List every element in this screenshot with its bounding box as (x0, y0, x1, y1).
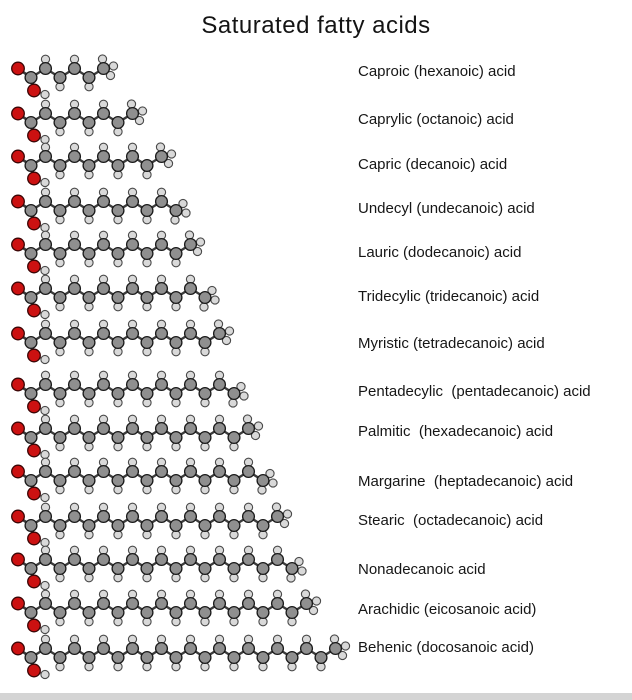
oxygen-atom (12, 422, 25, 435)
carbon-atom (170, 652, 182, 664)
hydrogen-atom (243, 415, 251, 423)
oxygen-atom (12, 465, 25, 478)
carbon-atom (25, 607, 37, 619)
carbon-atom (40, 283, 52, 295)
carbon-atom (141, 607, 153, 619)
carbon-atom (170, 388, 182, 400)
carbon-atom (141, 337, 153, 349)
carbon-atom (98, 108, 110, 120)
oxygen-atom (12, 642, 25, 655)
oxygen-atom (12, 150, 25, 163)
carbon-atom (54, 72, 66, 84)
carbon-atom (54, 607, 66, 619)
molecule-label: Lauric (dodecanoic) acid (358, 244, 522, 261)
carbon-atom (69, 379, 81, 391)
carbon-atom (40, 196, 52, 208)
carbon-atom (315, 652, 327, 664)
hydrogen-atom (196, 238, 204, 246)
carbon-atom (98, 328, 110, 340)
hydrogen-atom (41, 670, 49, 678)
carbon-atom (170, 563, 182, 575)
molecule-label: Stearic (octadecanoic) acid (358, 512, 544, 529)
carbon-atom (83, 72, 95, 84)
carbon-atom (112, 160, 124, 172)
molecule-label: Undecyl (undecanoic) acid (358, 200, 535, 217)
carbon-atom (69, 511, 81, 523)
carbon-atom (272, 554, 284, 566)
carbon-atom (25, 432, 37, 444)
carbon-atom (69, 151, 81, 163)
molecule-structure (0, 310, 238, 366)
oxygen-atom (12, 327, 25, 340)
carbon-atom (98, 554, 110, 566)
carbon-atom (98, 598, 110, 610)
carbon-atom (25, 117, 37, 129)
carbon-atom (185, 239, 197, 251)
carbon-atom (40, 63, 52, 75)
carbon-atom (228, 388, 240, 400)
carbon-atom (170, 520, 182, 532)
carbon-atom (156, 511, 168, 523)
hydrogen-atom (127, 100, 135, 108)
molecule-label: Palmitic (hexadecanoic) acid (358, 423, 554, 440)
carbon-atom (127, 554, 139, 566)
carbon-atom (25, 520, 37, 532)
carbon-atom (170, 205, 182, 217)
carbon-atom (54, 248, 66, 260)
carbon-atom (272, 598, 284, 610)
carbon-atom (228, 432, 240, 444)
hydrogen-atom (98, 55, 106, 63)
carbon-atom (214, 379, 226, 391)
carbon-atom (40, 108, 52, 120)
carbon-atom (98, 63, 110, 75)
carbon-atom (257, 520, 269, 532)
carbon-atom (272, 511, 284, 523)
carbon-atom (127, 423, 139, 435)
carbon-atom (25, 292, 37, 304)
carbon-atom (214, 554, 226, 566)
oxygen-atom (12, 597, 25, 610)
hydrogen-atom (341, 642, 349, 650)
carbon-atom (112, 432, 124, 444)
carbon-atom (83, 388, 95, 400)
carbon-atom (127, 239, 139, 251)
carbon-atom (170, 248, 182, 260)
carbon-atom (40, 554, 52, 566)
molecule-label: Nonadecanoic acid (358, 561, 486, 578)
carbon-atom (127, 151, 139, 163)
carbon-atom (199, 337, 211, 349)
molecule-label: Capric (decanoic) acid (358, 156, 508, 173)
carbon-atom (141, 563, 153, 575)
carbon-atom (25, 563, 37, 575)
carbon-atom (214, 423, 226, 435)
carbon-atom (54, 292, 66, 304)
carbon-atom (98, 466, 110, 478)
carbon-atom (25, 160, 37, 172)
carbon-atom (83, 337, 95, 349)
carbon-atom (141, 520, 153, 532)
carbon-atom (257, 475, 269, 487)
carbon-atom (141, 248, 153, 260)
carbon-atom (25, 388, 37, 400)
carbon-atom (156, 328, 168, 340)
carbon-atom (40, 511, 52, 523)
carbon-atom (112, 563, 124, 575)
carbon-atom (214, 643, 226, 655)
carbon-atom (170, 607, 182, 619)
carbon-atom (243, 423, 255, 435)
carbon-atom (243, 466, 255, 478)
carbon-atom (257, 563, 269, 575)
carbon-atom (112, 248, 124, 260)
carbon-atom (185, 643, 197, 655)
carbon-atom (83, 475, 95, 487)
oxygen-atom (12, 378, 25, 391)
carbon-atom (228, 475, 240, 487)
carbon-atom (156, 196, 168, 208)
molecule-label: Myristic (tetradecanoic) acid (358, 335, 545, 352)
hydrogen-atom (283, 510, 291, 518)
hydrogen-atom (182, 209, 190, 217)
carbon-atom (286, 652, 298, 664)
carbon-atom (127, 643, 139, 655)
carbon-atom (83, 248, 95, 260)
carbon-atom (112, 388, 124, 400)
carbon-atom (185, 511, 197, 523)
carbon-atom (83, 117, 95, 129)
carbon-atom (112, 292, 124, 304)
footer-strip (0, 693, 632, 700)
molecule-label: Caproic (hexanoic) acid (358, 63, 516, 80)
carbon-atom (98, 423, 110, 435)
hydrogen-atom (156, 143, 164, 151)
carbon-atom (69, 108, 81, 120)
carbon-atom (25, 652, 37, 664)
oxygen-atom (12, 238, 25, 251)
carbon-atom (40, 466, 52, 478)
carbon-atom (141, 652, 153, 664)
molecule-label: Pentadecylic (pentadecanoic) acid (358, 383, 591, 400)
hydrogen-atom (330, 635, 338, 643)
carbon-atom (69, 63, 81, 75)
carbon-atom (25, 475, 37, 487)
carbon-atom (286, 563, 298, 575)
carbon-atom (127, 379, 139, 391)
carbon-atom (40, 151, 52, 163)
carbon-atom (83, 205, 95, 217)
carbon-atom (156, 151, 168, 163)
molecule-label: Arachidic (eicosanoic acid) (358, 601, 537, 618)
carbon-atom (69, 554, 81, 566)
carbon-atom (83, 292, 95, 304)
oxygen-atom (12, 107, 25, 120)
carbon-atom (127, 108, 139, 120)
carbon-atom (112, 520, 124, 532)
carbon-atom (40, 598, 52, 610)
molecule-label: Tridecylic (tridecanoic) acid (358, 288, 540, 305)
carbon-atom (54, 652, 66, 664)
carbon-atom (199, 607, 211, 619)
carbon-atom (301, 598, 313, 610)
hydrogen-atom (301, 590, 309, 598)
hydrogen-atom (214, 320, 222, 328)
page-title: Saturated fatty acids (201, 12, 431, 39)
carbon-atom (243, 511, 255, 523)
carbon-atom (54, 388, 66, 400)
carbon-atom (112, 652, 124, 664)
carbon-atom (156, 423, 168, 435)
hydrogen-atom (240, 392, 248, 400)
carbon-atom (156, 598, 168, 610)
oxygen-atom (12, 62, 25, 75)
carbon-atom (214, 328, 226, 340)
carbon-atom (83, 520, 95, 532)
carbon-atom (112, 205, 124, 217)
carbon-atom (185, 283, 197, 295)
oxygen-atom (12, 282, 25, 295)
carbon-atom (69, 328, 81, 340)
molecule-label: Caprylic (octanoic) acid (358, 111, 514, 128)
carbon-atom (228, 563, 240, 575)
carbon-atom (156, 554, 168, 566)
carbon-atom (98, 283, 110, 295)
carbon-atom (185, 598, 197, 610)
carbon-atom (301, 643, 313, 655)
oxygen-atom (12, 510, 25, 523)
carbon-atom (69, 423, 81, 435)
carbon-atom (83, 652, 95, 664)
hydrogen-atom (211, 296, 219, 304)
carbon-atom (214, 598, 226, 610)
carbon-atom (40, 239, 52, 251)
carbon-atom (185, 466, 197, 478)
carbon-atom (54, 160, 66, 172)
carbon-atom (54, 205, 66, 217)
oxygen-atom (12, 553, 25, 566)
carbon-atom (243, 643, 255, 655)
carbon-atom (156, 239, 168, 251)
carbon-atom (54, 520, 66, 532)
carbon-atom (141, 475, 153, 487)
carbon-atom (330, 643, 342, 655)
carbon-atom (170, 292, 182, 304)
carbon-atom (98, 643, 110, 655)
carbon-atom (40, 643, 52, 655)
carbon-atom (199, 652, 211, 664)
carbon-atom (185, 328, 197, 340)
carbon-atom (257, 652, 269, 664)
carbon-atom (257, 607, 269, 619)
carbon-atom (127, 196, 139, 208)
hydrogen-atom (254, 422, 262, 430)
carbon-atom (83, 563, 95, 575)
carbon-atom (185, 423, 197, 435)
carbon-atom (141, 205, 153, 217)
carbon-atom (98, 151, 110, 163)
carbon-atom (156, 379, 168, 391)
carbon-atom (199, 292, 211, 304)
carbon-atom (112, 117, 124, 129)
carbon-atom (228, 652, 240, 664)
carbon-atom (243, 598, 255, 610)
carbon-atom (199, 432, 211, 444)
hydrogen-atom (138, 107, 146, 115)
carbon-atom (170, 432, 182, 444)
carbon-atom (25, 205, 37, 217)
carbon-atom (98, 239, 110, 251)
oxygen-atom (28, 349, 41, 362)
hydrogen-atom (272, 503, 280, 511)
carbon-atom (141, 160, 153, 172)
carbon-atom (127, 466, 139, 478)
hydrogen-atom (269, 479, 277, 487)
carbon-atom (83, 160, 95, 172)
carbon-atom (286, 607, 298, 619)
hydrogen-atom (167, 150, 175, 158)
hydrogen-atom (298, 567, 306, 575)
carbon-atom (127, 511, 139, 523)
carbon-atom (127, 328, 139, 340)
carbon-atom (141, 292, 153, 304)
carbon-atom (83, 432, 95, 444)
carbon-atom (98, 196, 110, 208)
carbon-atom (40, 423, 52, 435)
carbon-atom (141, 388, 153, 400)
carbon-atom (40, 379, 52, 391)
carbon-atom (199, 563, 211, 575)
hydrogen-atom (225, 327, 233, 335)
molecule-label: Margarine (heptadecanoic) acid (358, 473, 574, 490)
carbon-atom (40, 328, 52, 340)
carbon-atom (156, 466, 168, 478)
carbon-atom (185, 379, 197, 391)
carbon-atom (127, 598, 139, 610)
carbon-atom (127, 283, 139, 295)
carbon-atom (214, 511, 226, 523)
carbon-atom (69, 598, 81, 610)
carbon-atom (156, 643, 168, 655)
hydrogen-atom (109, 62, 117, 70)
carbon-atom (199, 388, 211, 400)
carbon-atom (54, 117, 66, 129)
molecule-structure (0, 625, 354, 681)
carbon-atom (25, 337, 37, 349)
carbon-atom (112, 337, 124, 349)
carbon-atom (69, 239, 81, 251)
carbon-atom (214, 466, 226, 478)
molecule-label: Behenic (docosanoic acid) (358, 639, 534, 656)
carbon-atom (272, 643, 284, 655)
carbon-atom (25, 248, 37, 260)
oxygen-atom (28, 664, 41, 677)
carbon-atom (228, 607, 240, 619)
carbon-atom (156, 283, 168, 295)
carbon-atom (112, 607, 124, 619)
carbon-atom (83, 607, 95, 619)
carbon-atom (141, 432, 153, 444)
carbon-atom (54, 475, 66, 487)
carbon-atom (199, 475, 211, 487)
carbon-atom (170, 475, 182, 487)
carbon-atom (69, 283, 81, 295)
carbon-atom (54, 563, 66, 575)
carbon-atom (185, 554, 197, 566)
carbon-atom (54, 432, 66, 444)
carbon-atom (243, 554, 255, 566)
oxygen-atom (12, 195, 25, 208)
carbon-atom (98, 379, 110, 391)
carbon-atom (25, 72, 37, 84)
hydrogen-atom (185, 231, 193, 239)
carbon-atom (54, 337, 66, 349)
hydrogen-atom (312, 597, 320, 605)
carbon-atom (69, 196, 81, 208)
carbon-atom (98, 511, 110, 523)
carbon-atom (170, 337, 182, 349)
carbon-atom (199, 520, 211, 532)
carbon-atom (69, 643, 81, 655)
carbon-atom (228, 520, 240, 532)
carbon-atom (69, 466, 81, 478)
carbon-atom (112, 475, 124, 487)
